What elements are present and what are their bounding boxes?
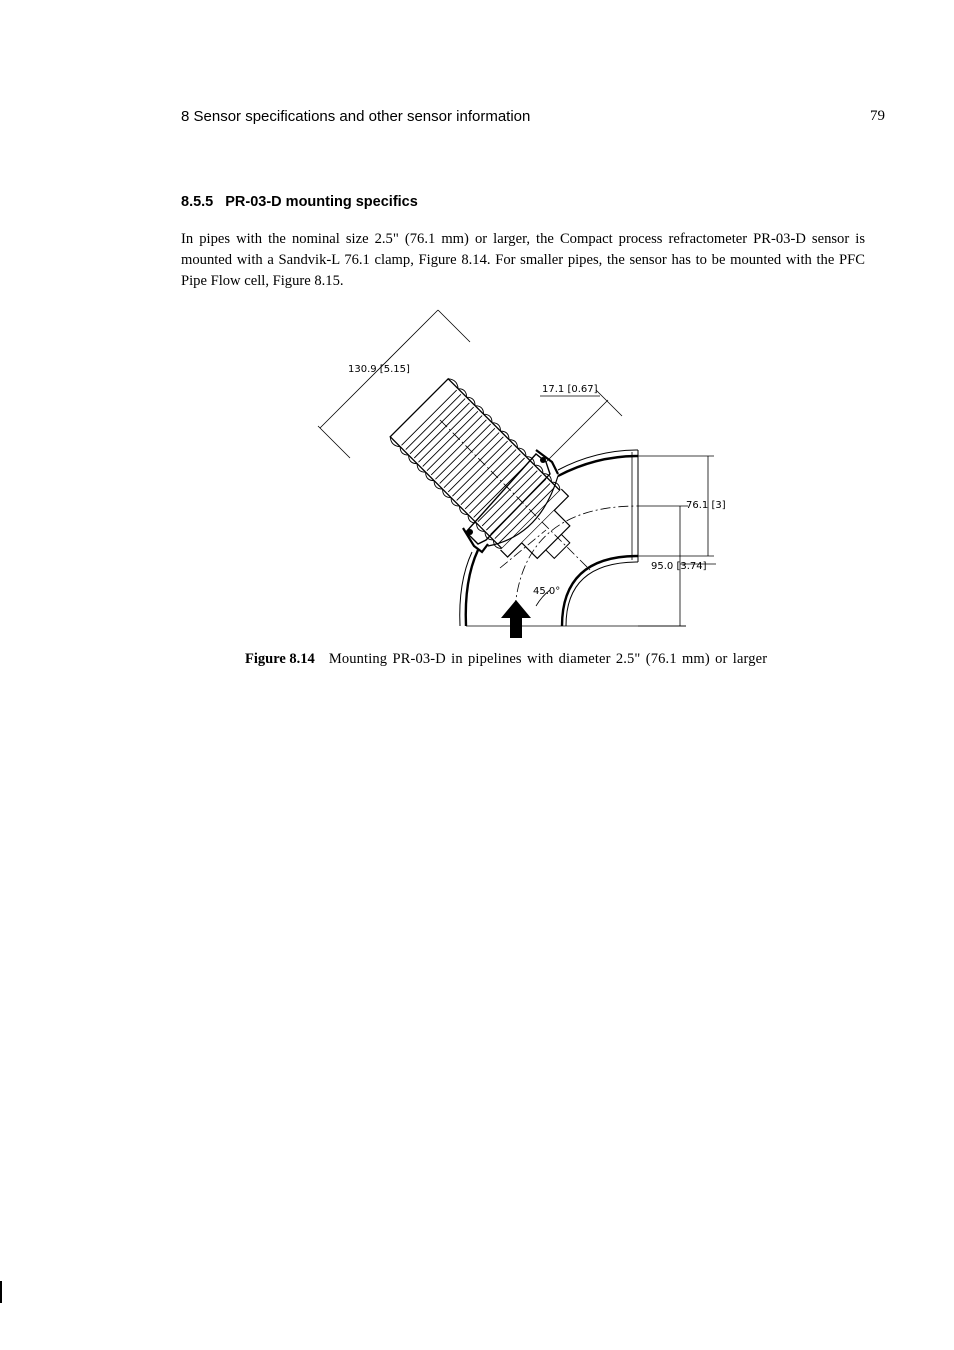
body-paragraph: In pipes with the nominal size 2.5" (76.1 mm) or larger, the Compact process refractometer PR-03-D sensor is mounted with a Sandvik-L 76.1 clamp, Figure 8.14. For smaller pipes, the sensor has to be mounted with the PFC Pipe Flow cell, Figure 8.15. [181, 231, 865, 289]
caption-number: Figure 8.14 [245, 651, 315, 667]
mounting-figure [300, 300, 760, 640]
dimension-clamp-width: 17.1 [0.67] [542, 384, 598, 395]
figure-caption [245, 651, 805, 668]
dimension-bend-height: 95.0 [3.74] [651, 561, 707, 572]
page-number: 79 [870, 108, 885, 124]
dimension-pipe-diameter: 76.1 [3] [686, 500, 726, 511]
running-header-title: 8 Sensor specifications and other sensor information [181, 108, 531, 125]
sensor-body [388, 377, 593, 582]
section-heading [181, 194, 418, 210]
dimension-sensor-length: 130.9 [5.15] [348, 364, 410, 375]
caption-text: Mounting PR-03-D in pipelines with diameter 2.5" (76.1 mm) or larger [328, 651, 768, 667]
flow-direction-arrow [501, 600, 531, 638]
section-number: 8.5.5 [181, 194, 214, 210]
mounting-drawing [300, 300, 760, 640]
dimension-angle: 45.0° [533, 586, 561, 597]
margin-mark [0, 1281, 2, 1303]
section-title: PR-03-D mounting specifics [225, 194, 418, 210]
